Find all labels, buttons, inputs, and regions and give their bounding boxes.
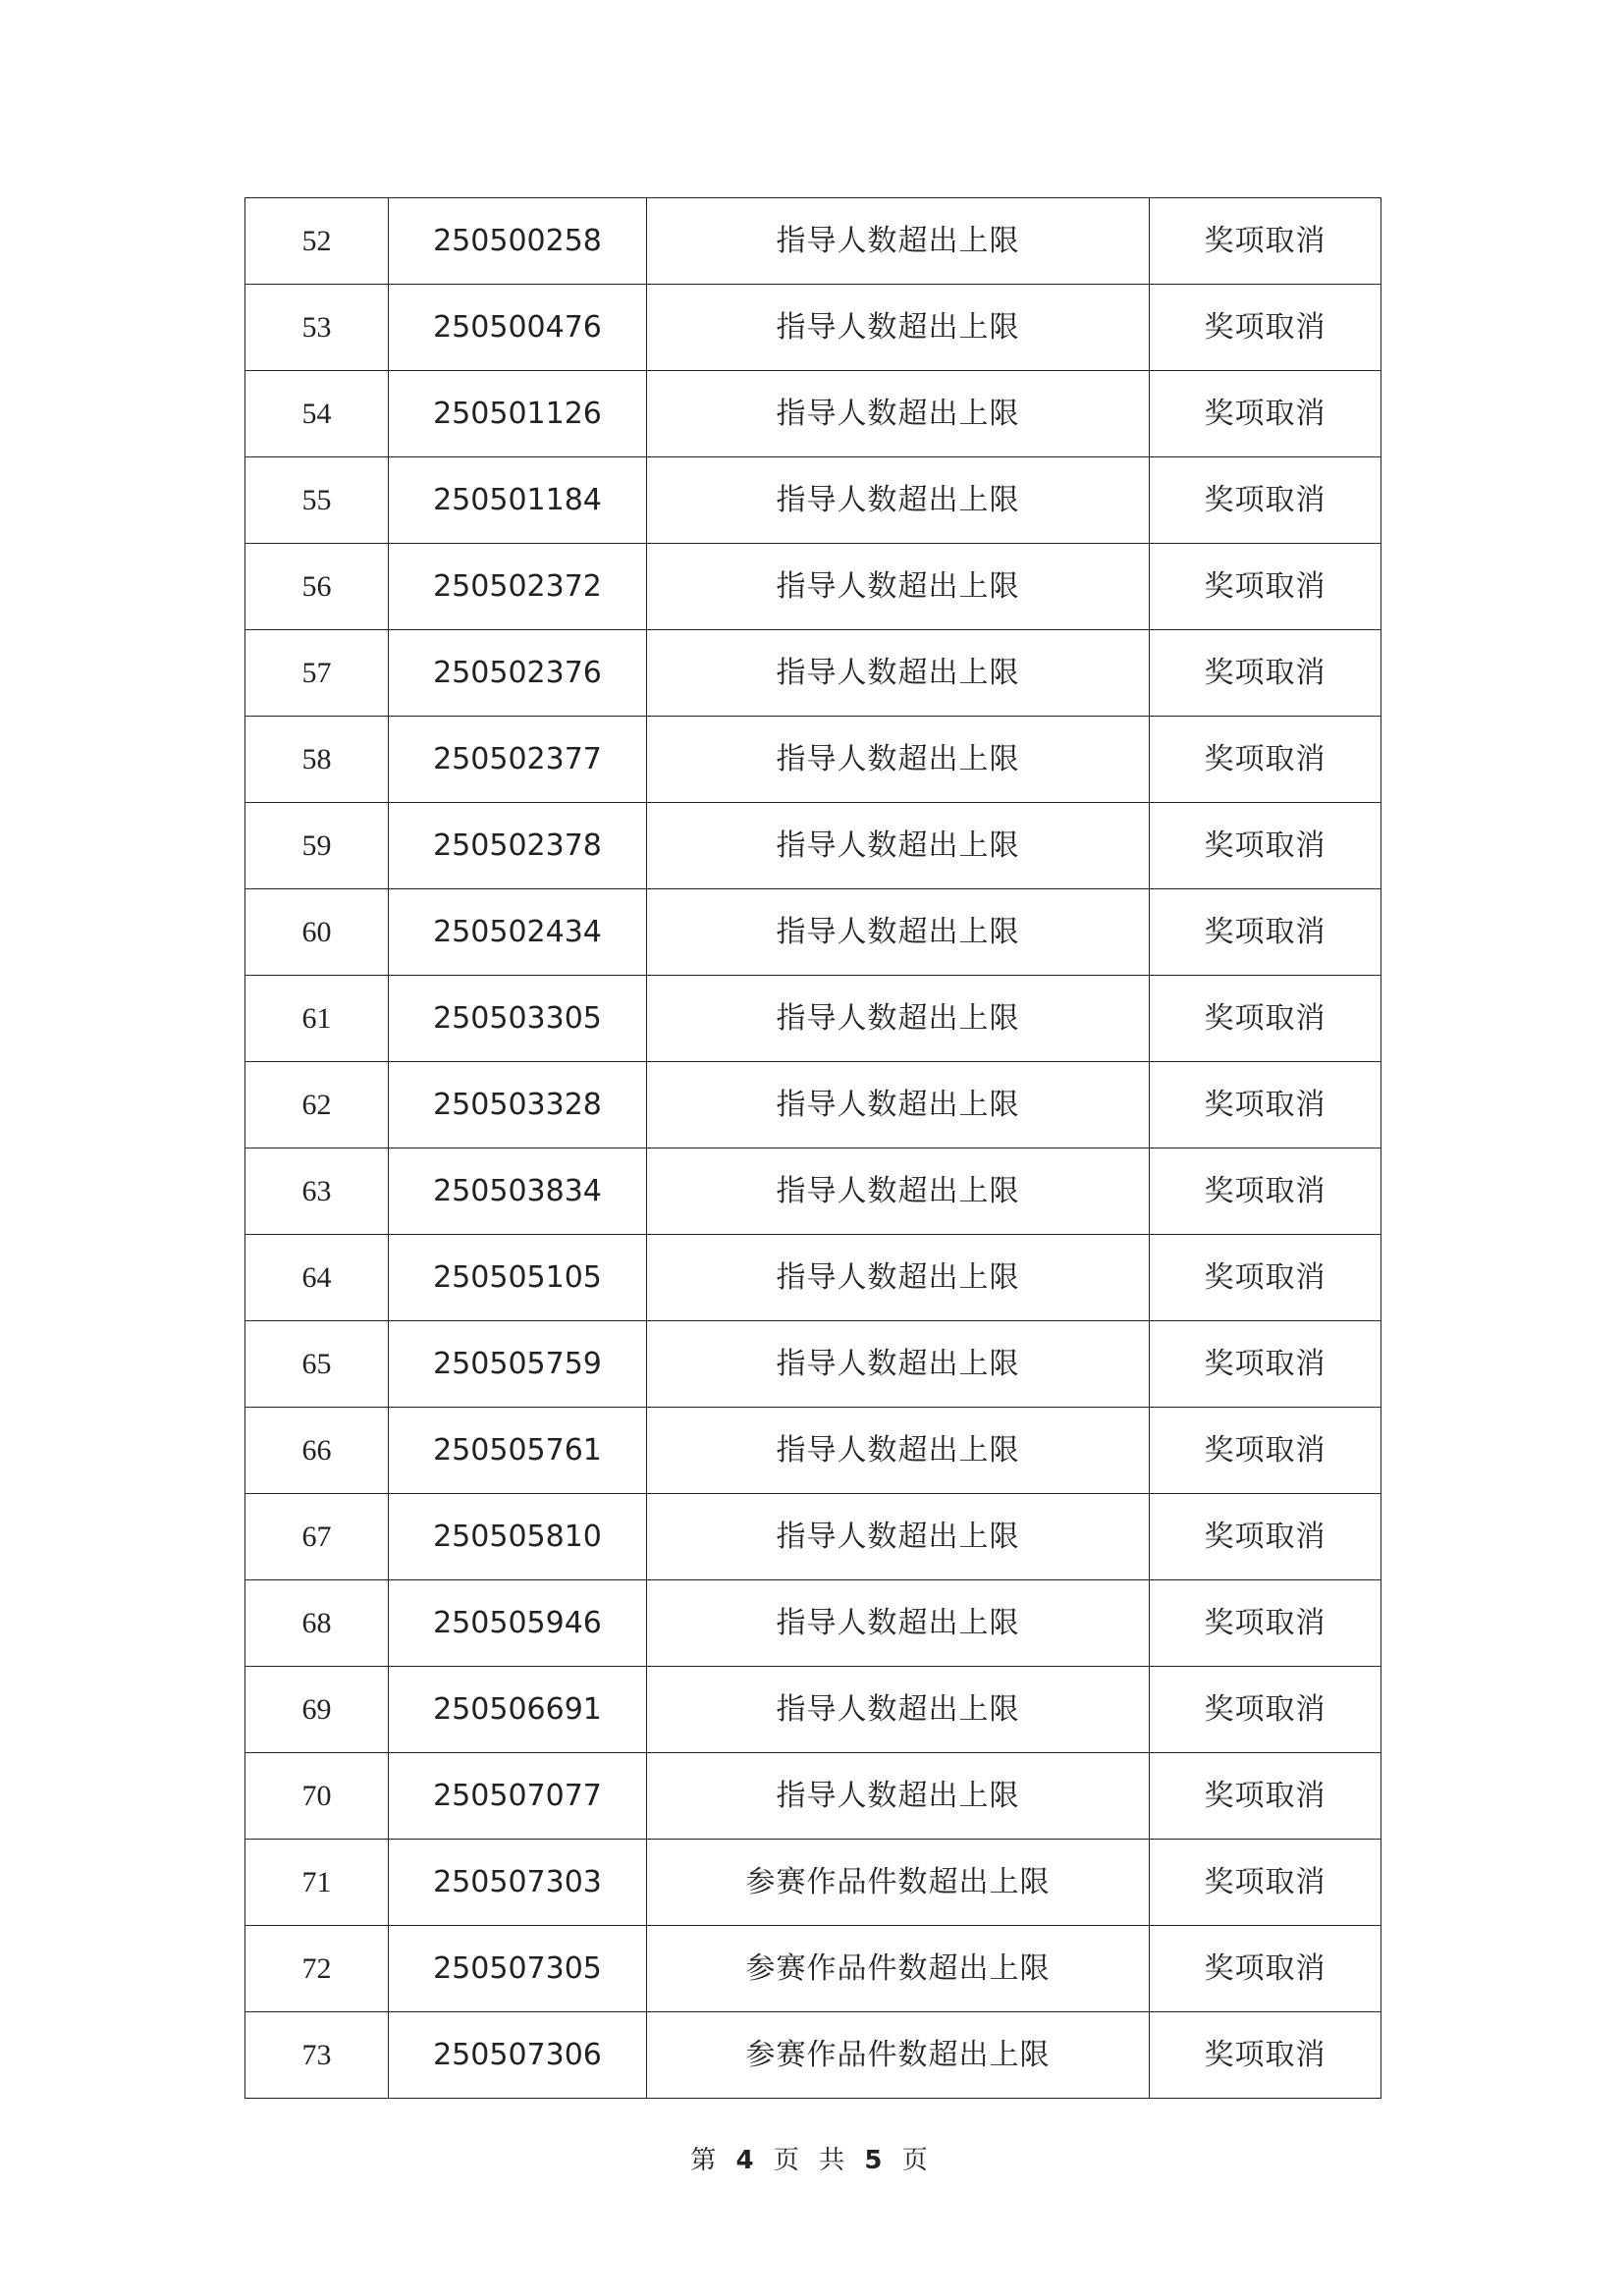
row-number-cell: 66 [245,1408,389,1494]
results-table-body [245,198,1381,2099]
entry-id-cell: 250503305 [389,976,647,1062]
table-row [245,1580,1381,1667]
result-cell: 奖项取消 [1150,2012,1381,2099]
reason-cell: 指导人数超出上限 [647,976,1150,1062]
entry-id-cell: 250502377 [389,717,647,803]
entry-id-cell: 250502372 [389,544,647,630]
entry-id-cell: 250505759 [389,1321,647,1408]
result-cell: 奖项取消 [1150,457,1381,544]
entry-id-cell: 250502378 [389,803,647,889]
reason-cell: 指导人数超出上限 [647,889,1150,976]
reason-cell: 指导人数超出上限 [647,717,1150,803]
row-number-cell: 72 [245,1926,389,2012]
result-cell: 奖项取消 [1150,1580,1381,1667]
reason-cell: 参赛作品件数超出上限 [647,2012,1150,2099]
row-number-cell: 60 [245,889,389,976]
entry-id-cell: 250505105 [389,1235,647,1321]
result-cell: 奖项取消 [1150,544,1381,630]
result-cell: 奖项取消 [1150,285,1381,371]
entry-id-cell: 250507305 [389,1926,647,2012]
row-number-cell: 68 [245,1580,389,1667]
reason-cell: 参赛作品件数超出上限 [647,1926,1150,2012]
result-cell: 奖项取消 [1150,1840,1381,1926]
reason-cell: 指导人数超出上限 [647,1062,1150,1148]
table-row [245,457,1381,544]
entry-id-cell: 250501126 [389,371,647,457]
table-row [245,1408,1381,1494]
row-number-cell: 62 [245,1062,389,1148]
table-row [245,1148,1381,1235]
table-row [245,1926,1381,2012]
reason-cell: 指导人数超出上限 [647,1235,1150,1321]
entry-id-cell: 250505761 [389,1408,647,1494]
result-cell: 奖项取消 [1150,1235,1381,1321]
entry-id-cell: 250505810 [389,1494,647,1580]
entry-id-cell: 250500258 [389,198,647,285]
row-number-cell: 67 [245,1494,389,1580]
row-number-cell: 56 [245,544,389,630]
row-number-cell: 64 [245,1235,389,1321]
table-row [245,630,1381,717]
reason-cell: 参赛作品件数超出上限 [647,1840,1150,1926]
table-row [245,717,1381,803]
row-number-cell: 65 [245,1321,389,1408]
table-row [245,1235,1381,1321]
entry-id-cell: 250505946 [389,1580,647,1667]
row-number-cell: 54 [245,371,389,457]
result-cell: 奖项取消 [1150,1753,1381,1840]
row-number-cell: 61 [245,976,389,1062]
result-cell: 奖项取消 [1150,1494,1381,1580]
row-number-cell: 69 [245,1667,389,1753]
result-cell: 奖项取消 [1150,1062,1381,1148]
footer-total-pages: 5 [864,2146,889,2175]
table-row [245,544,1381,630]
reason-cell: 指导人数超出上限 [647,285,1150,371]
row-number-cell: 73 [245,2012,389,2099]
result-cell: 奖项取消 [1150,198,1381,285]
reason-cell: 指导人数超出上限 [647,1148,1150,1235]
table-row [245,1840,1381,1926]
table-row [245,2012,1381,2099]
table-row [245,198,1381,285]
entry-id-cell: 250507077 [389,1753,647,1840]
result-cell: 奖项取消 [1150,803,1381,889]
result-cell: 奖项取消 [1150,371,1381,457]
entry-id-cell: 250503834 [389,1148,647,1235]
reason-cell: 指导人数超出上限 [647,1321,1150,1408]
result-cell: 奖项取消 [1150,717,1381,803]
result-cell: 奖项取消 [1150,1148,1381,1235]
reason-cell: 指导人数超出上限 [647,371,1150,457]
row-number-cell: 70 [245,1753,389,1840]
entry-id-cell: 250507306 [389,2012,647,2099]
row-number-cell: 59 [245,803,389,889]
result-cell: 奖项取消 [1150,1408,1381,1494]
reason-cell: 指导人数超出上限 [647,803,1150,889]
result-cell: 奖项取消 [1150,889,1381,976]
row-number-cell: 57 [245,630,389,717]
reason-cell: 指导人数超出上限 [647,544,1150,630]
row-number-cell: 52 [245,198,389,285]
table-row [245,371,1381,457]
entry-id-cell: 250502376 [389,630,647,717]
row-number-cell: 71 [245,1840,389,1926]
footer-prefix: 第 [690,2146,723,2175]
result-cell: 奖项取消 [1150,976,1381,1062]
entry-id-cell: 250506691 [389,1667,647,1753]
table-row [245,1494,1381,1580]
footer-middle: 页 共 [773,2146,851,2175]
result-cell: 奖项取消 [1150,630,1381,717]
reason-cell: 指导人数超出上限 [647,630,1150,717]
reason-cell: 指导人数超出上限 [647,1667,1150,1753]
entry-id-cell: 250507303 [389,1840,647,1926]
results-table [244,197,1381,2099]
footer-suffix: 页 [901,2146,934,2175]
reason-cell: 指导人数超出上限 [647,1753,1150,1840]
reason-cell: 指导人数超出上限 [647,457,1150,544]
reason-cell: 指导人数超出上限 [647,1408,1150,1494]
reason-cell: 指导人数超出上限 [647,1494,1150,1580]
table-row [245,976,1381,1062]
table-row [245,1321,1381,1408]
table-row [245,285,1381,371]
table-row [245,803,1381,889]
row-number-cell: 63 [245,1148,389,1235]
result-cell: 奖项取消 [1150,1667,1381,1753]
table-row [245,1667,1381,1753]
result-cell: 奖项取消 [1150,1321,1381,1408]
entry-id-cell: 250500476 [389,285,647,371]
row-number-cell: 58 [245,717,389,803]
row-number-cell: 55 [245,457,389,544]
table-row [245,1753,1381,1840]
result-cell: 奖项取消 [1150,1926,1381,2012]
reason-cell: 指导人数超出上限 [647,1580,1150,1667]
reason-cell: 指导人数超出上限 [647,198,1150,285]
entry-id-cell: 250501184 [389,457,647,544]
footer-current-page: 4 [735,2146,760,2175]
entry-id-cell: 250503328 [389,1062,647,1148]
table-row [245,1062,1381,1148]
page-footer [0,2140,1624,2176]
entry-id-cell: 250502434 [389,889,647,976]
table-row [245,889,1381,976]
row-number-cell: 53 [245,285,389,371]
